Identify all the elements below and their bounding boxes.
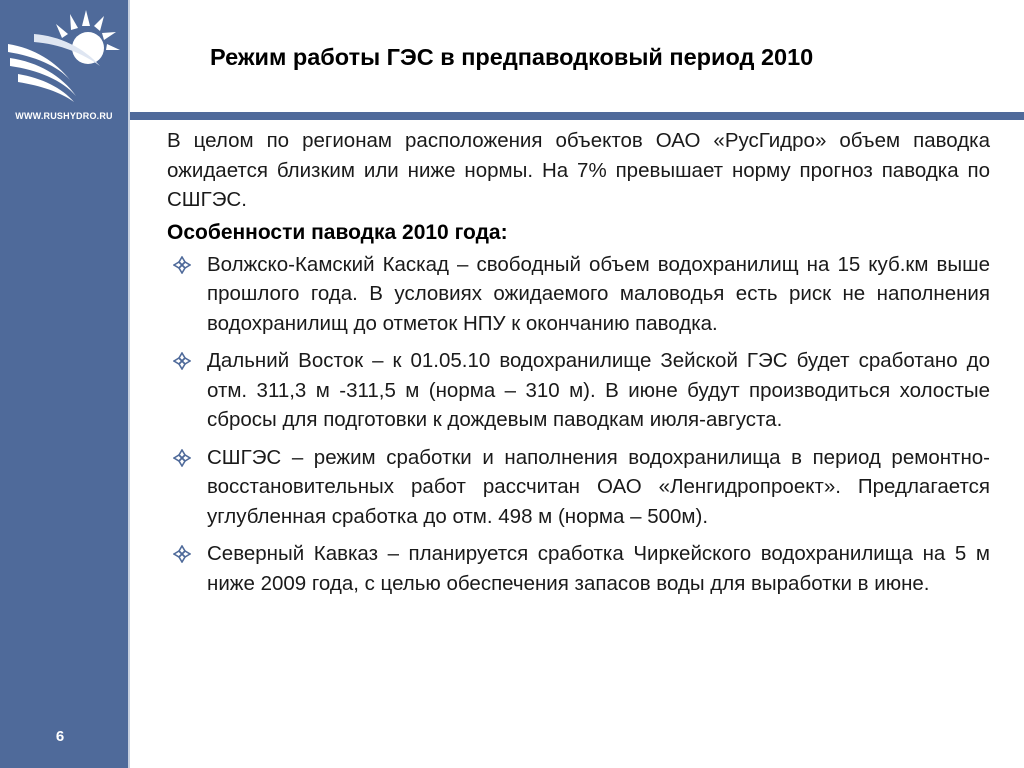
diamond-bullet-icon [173, 256, 191, 274]
rushydro-logo-icon [4, 4, 124, 104]
sidebar [0, 0, 128, 768]
list-item [167, 250, 990, 339]
intro-paragraph: В целом по регионам расположения объектов ОАО «РусГидро» объем паводка ожидается близким или ниже нормы. На 7% превышает норму прогноз паводка по СШГЭС. [167, 129, 990, 211]
bullet-text: Волжско-Камский Каскад – свободный объем водохранилищ на 15 куб.км выше прошлого года. В условиях ожидаемого маловодья есть риск не наполнения водохранилищ до отметок НПУ к окончанию паводка. [207, 252, 990, 335]
bullet-text: Северный Кавказ – планируется сработка Чиркейского водохранилища на 5 м ниже 2009 года, с целью обеспечения запасов воды для выработки в июне. [207, 542, 990, 595]
diamond-bullet-icon [173, 449, 191, 467]
bullet-text: Дальний Восток – к 01.05.10 водохранилище Зейской ГЭС будет сработано до отм. 311,3 м -311,5 м (норма – 310 м). В июне будут производиться холостые сбросы для подготовки к дождевым паводкам июля-августа. [207, 349, 990, 431]
page-title: Режим работы ГЭС в предпаводковый период 2010 [210, 44, 814, 70]
list-item [167, 443, 990, 532]
bullet-list [167, 250, 990, 599]
list-item [167, 539, 990, 598]
slide-body [167, 126, 990, 606]
diamond-bullet-icon [173, 352, 191, 370]
list-item [167, 346, 990, 435]
page-number: 6 [55, 728, 65, 745]
title-divider [130, 112, 1024, 120]
diamond-bullet-icon [173, 545, 191, 563]
website-url[interactable]: WWW.RUSHYDRO.RU [15, 111, 113, 121]
bullet-text: СШГЭС – режим сработки и наполнения водохранилища в период ремонтно-восстановительных работ рассчитан ОАО «Ленгидропроект». Предлагается углубленная сработка до отм. 498 м (норма – 500м). [207, 445, 990, 528]
section-subheading: Особенности паводка 2010 года: [167, 220, 508, 244]
